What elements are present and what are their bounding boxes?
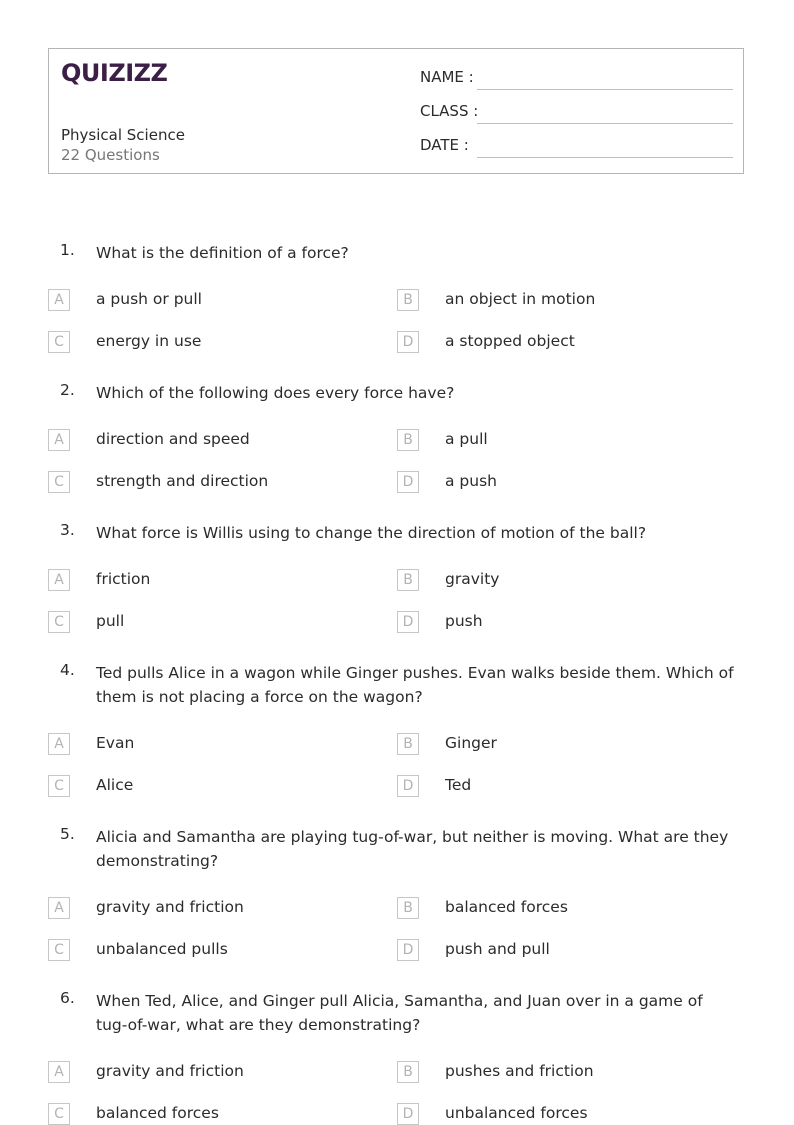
option-letter-box: B	[397, 1061, 419, 1083]
option-text: gravity and friction	[96, 898, 244, 916]
option-text: unbalanced forces	[445, 1104, 588, 1122]
option-letter-box: D	[397, 775, 419, 797]
quizizz-logo: QUIZIZZ	[61, 59, 168, 87]
option-text: direction and speed	[96, 430, 250, 448]
question-text: Which of the following does every force have?	[96, 384, 455, 402]
option-letter-box: C	[48, 331, 70, 353]
option-text: an object in motion	[445, 290, 596, 308]
name-label: NAME :	[420, 68, 474, 86]
option-letter-box: A	[48, 897, 70, 919]
date-label: DATE :	[420, 136, 469, 154]
option-text: strength and direction	[96, 472, 269, 490]
option-text: gravity	[445, 570, 500, 588]
option-text: Alice	[96, 776, 134, 794]
option-text: energy in use	[96, 332, 202, 350]
option-text: gravity and friction	[96, 1062, 244, 1080]
question-text: What is the definition of a force?	[96, 244, 349, 262]
option-text: a pull	[445, 430, 488, 448]
option-text: unbalanced pulls	[96, 940, 228, 958]
question-text: Ted pulls Alice in a wagon while Ginger pushes. Evan walks beside them. Which of them is not placing a force on the wagon?	[96, 664, 734, 706]
question-number: 6.	[60, 989, 75, 1007]
option-letter-box: D	[397, 939, 419, 961]
question-count: 22 Questions	[61, 146, 160, 164]
option-text: a push or pull	[96, 290, 202, 308]
question-number: 4.	[60, 661, 75, 679]
option-letter-box: D	[397, 1103, 419, 1125]
question-number: 5.	[60, 825, 75, 843]
date-field[interactable]	[477, 157, 733, 158]
option-letter-box: D	[397, 611, 419, 633]
option-letter-box: A	[48, 733, 70, 755]
option-letter-box: C	[48, 939, 70, 961]
option-text: push and pull	[445, 940, 550, 958]
option-letter-box: B	[397, 569, 419, 591]
question-text: What force is Willis using to change the direction of motion of the ball?	[96, 524, 647, 542]
option-text: pull	[96, 612, 125, 630]
option-text: a stopped object	[445, 332, 575, 350]
question-text: Alicia and Samantha are playing tug-of-war, but neither is moving. What are they demonstrating?	[96, 828, 729, 870]
option-text: Ginger	[445, 734, 497, 752]
question-number: 1.	[60, 241, 75, 259]
option-letter-box: B	[397, 897, 419, 919]
option-letter-box: C	[48, 471, 70, 493]
option-letter-box: C	[48, 611, 70, 633]
question-number: 2.	[60, 381, 75, 399]
option-letter-box: C	[48, 775, 70, 797]
option-letter-box: A	[48, 429, 70, 451]
worksheet-header	[48, 48, 744, 174]
class-label: CLASS :	[420, 102, 479, 120]
option-letter-box: B	[397, 733, 419, 755]
option-letter-box: D	[397, 331, 419, 353]
option-text: Evan	[96, 734, 135, 752]
question-text: When Ted, Alice, and Ginger pull Alicia, Samantha, and Juan over in a game of tug-of-war, what are they demonstrating?	[96, 992, 703, 1034]
option-letter-box: B	[397, 429, 419, 451]
name-field[interactable]	[477, 89, 733, 90]
option-text: pushes and friction	[445, 1062, 594, 1080]
option-text: balanced forces	[445, 898, 568, 916]
option-text: push	[445, 612, 483, 630]
worksheet-title: Physical Science	[61, 126, 185, 144]
option-letter-box: A	[48, 1061, 70, 1083]
option-letter-box: B	[397, 289, 419, 311]
option-text: balanced forces	[96, 1104, 219, 1122]
option-text: friction	[96, 570, 151, 588]
question-number: 3.	[60, 521, 75, 539]
option-letter-box: A	[48, 569, 70, 591]
option-letter-box: C	[48, 1103, 70, 1125]
option-text: Ted	[445, 776, 472, 794]
class-field[interactable]	[477, 123, 733, 124]
option-text: a push	[445, 472, 497, 490]
option-letter-box: D	[397, 471, 419, 493]
option-letter-box: A	[48, 289, 70, 311]
